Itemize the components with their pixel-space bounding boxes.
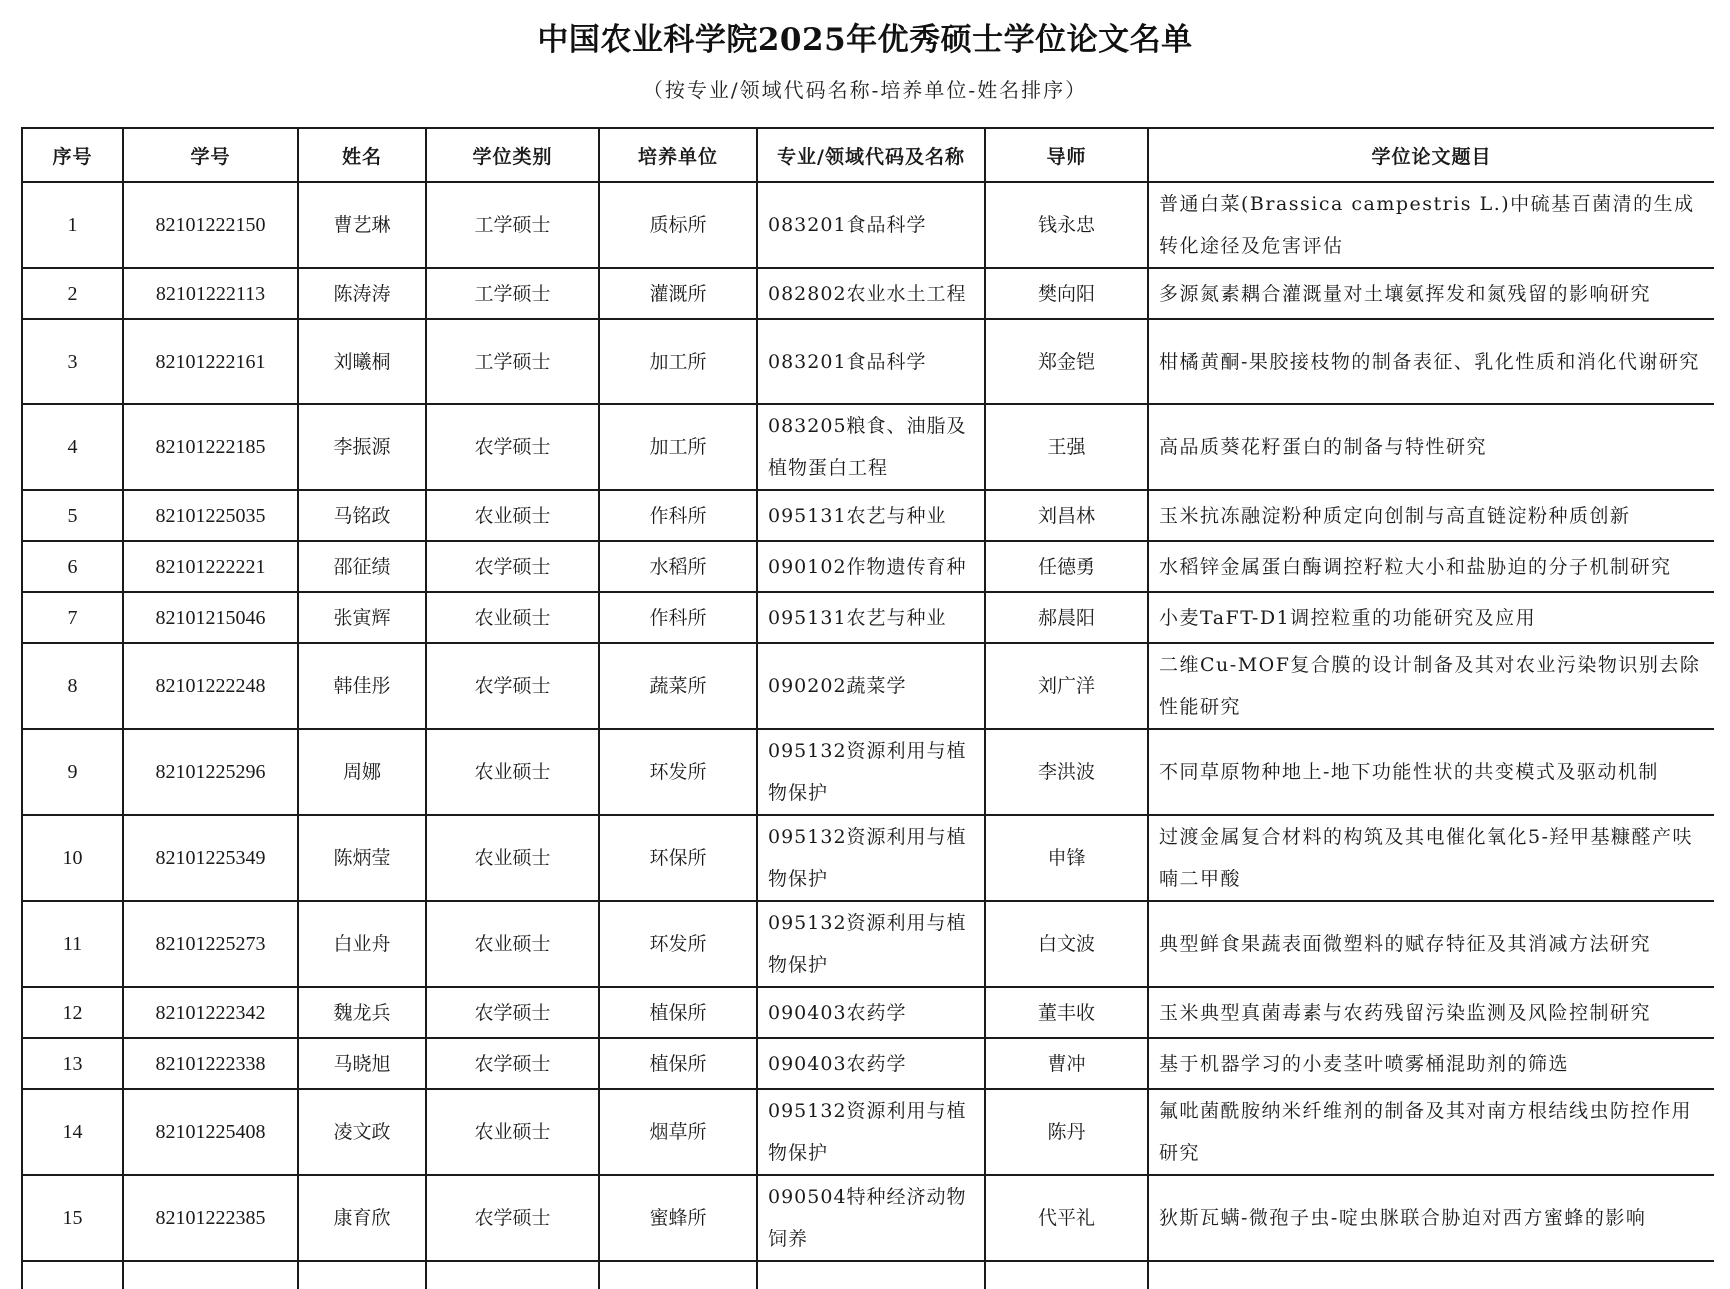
cell-student-id: 82101222342 xyxy=(123,987,298,1038)
cell-advisor: 郑金铠 xyxy=(985,319,1148,404)
column-header-seq: 序号 xyxy=(22,128,123,182)
cell-degree: 农业硕士 xyxy=(426,1089,599,1175)
cell-thesis-title: 多源氮素耦合灌溉量对土壤氨挥发和氮残留的影响研究 xyxy=(1148,268,1714,319)
cell-student-id: 82101225296 xyxy=(123,729,298,815)
cell-unit: 加工所 xyxy=(599,319,757,404)
cell-empty xyxy=(426,1261,599,1289)
cell-unit: 蔬菜所 xyxy=(599,643,757,729)
cell-empty xyxy=(123,1261,298,1289)
cell-unit: 植保所 xyxy=(599,987,757,1038)
cell-student-id: 82101222385 xyxy=(123,1175,298,1261)
cell-unit: 作科所 xyxy=(599,592,757,643)
cell-student-id: 82101222185 xyxy=(123,404,298,490)
cell-advisor: 代平礼 xyxy=(985,1175,1148,1261)
cell-advisor: 郝晨阳 xyxy=(985,592,1148,643)
cell-advisor: 樊向阳 xyxy=(985,268,1148,319)
cell-student-id: 82101225408 xyxy=(123,1089,298,1175)
cell-thesis-title: 普通白菜(Brassica campestris L.)中硫基百菌清的生成转化途径及危害评估 xyxy=(1148,182,1714,268)
table-row xyxy=(22,901,1714,987)
cell-empty xyxy=(599,1261,757,1289)
table-row xyxy=(22,319,1714,404)
cell-major: 090102作物遗传育种 xyxy=(757,541,985,592)
cell-unit: 环发所 xyxy=(599,729,757,815)
cell-unit: 灌溉所 xyxy=(599,268,757,319)
column-header-student-id: 学号 xyxy=(123,128,298,182)
cell-thesis-title: 小麦TaFT-D1调控粒重的功能研究及应用 xyxy=(1148,592,1714,643)
cell-unit: 烟草所 xyxy=(599,1089,757,1175)
cell-thesis-title: 狄斯瓦螨-微孢子虫-啶虫脒联合胁迫对西方蜜蜂的影响 xyxy=(1148,1175,1714,1261)
cell-major: 090504特种经济动物饲养 xyxy=(757,1175,985,1261)
cell-degree: 农业硕士 xyxy=(426,729,599,815)
cell-advisor: 白文波 xyxy=(985,901,1148,987)
cell-seq: 1 xyxy=(22,182,123,268)
cell-degree: 农学硕士 xyxy=(426,987,599,1038)
cell-thesis-title: 水稻锌金属蛋白酶调控籽粒大小和盐胁迫的分子机制研究 xyxy=(1148,541,1714,592)
table-row xyxy=(22,643,1714,729)
cell-seq: 13 xyxy=(22,1038,123,1089)
cell-major: 095131农艺与种业 xyxy=(757,490,985,541)
cell-student-id: 82101222221 xyxy=(123,541,298,592)
table-row xyxy=(22,1038,1714,1089)
cell-seq: 7 xyxy=(22,592,123,643)
cell-seq: 12 xyxy=(22,987,123,1038)
cell-thesis-title: 高品质葵花籽蛋白的制备与特性研究 xyxy=(1148,404,1714,490)
cell-name: 韩佳彤 xyxy=(298,643,426,729)
cell-name: 马铭政 xyxy=(298,490,426,541)
cell-advisor: 王强 xyxy=(985,404,1148,490)
cell-major: 090403农药学 xyxy=(757,987,985,1038)
cell-empty xyxy=(22,1261,123,1289)
cell-empty xyxy=(757,1261,985,1289)
cell-major: 083201食品科学 xyxy=(757,182,985,268)
cell-degree: 农业硕士 xyxy=(426,592,599,643)
cell-name: 陈涛涛 xyxy=(298,268,426,319)
cell-degree: 农业硕士 xyxy=(426,490,599,541)
cell-advisor: 陈丹 xyxy=(985,1089,1148,1175)
table-header-row xyxy=(22,128,1714,182)
column-header-name: 姓名 xyxy=(298,128,426,182)
cell-name: 曹艺琳 xyxy=(298,182,426,268)
cell-thesis-title: 柑橘黄酮-果胶接枝物的制备表征、乳化性质和消化代谢研究 xyxy=(1148,319,1714,404)
table-row xyxy=(22,490,1714,541)
cell-unit: 作科所 xyxy=(599,490,757,541)
table-row xyxy=(22,182,1714,268)
cell-degree: 农学硕士 xyxy=(426,643,599,729)
cell-student-id: 82101222161 xyxy=(123,319,298,404)
cell-major: 083205粮食、油脂及植物蛋白工程 xyxy=(757,404,985,490)
cell-advisor: 李洪波 xyxy=(985,729,1148,815)
table-row xyxy=(22,592,1714,643)
cell-unit: 环发所 xyxy=(599,901,757,987)
cell-seq: 5 xyxy=(22,490,123,541)
cell-student-id: 82101215046 xyxy=(123,592,298,643)
cell-seq: 3 xyxy=(22,319,123,404)
cell-advisor: 曹冲 xyxy=(985,1038,1148,1089)
cell-major: 082802农业水土工程 xyxy=(757,268,985,319)
cell-major: 095132资源利用与植物保护 xyxy=(757,729,985,815)
cell-degree: 农学硕士 xyxy=(426,1175,599,1261)
cell-thesis-title: 二维Cu-MOF复合膜的设计制备及其对农业污染物识别去除性能研究 xyxy=(1148,643,1714,729)
cell-thesis-title: 氟吡菌酰胺纳米纤维剂的制备及其对南方根结线虫防控作用研究 xyxy=(1148,1089,1714,1175)
page-subtitle: （按专业/领域代码名称-培养单位-姓名排序） xyxy=(642,78,1088,102)
cell-name: 陈炳莹 xyxy=(298,815,426,901)
cell-student-id: 82101222248 xyxy=(123,643,298,729)
cell-degree: 农学硕士 xyxy=(426,541,599,592)
cell-name: 李振源 xyxy=(298,404,426,490)
cell-student-id: 82101225349 xyxy=(123,815,298,901)
table-row-continuation xyxy=(22,1261,1714,1289)
cell-advisor: 刘昌林 xyxy=(985,490,1148,541)
cell-student-id: 82101222113 xyxy=(123,268,298,319)
cell-name: 马晓旭 xyxy=(298,1038,426,1089)
cell-major: 090202蔬菜学 xyxy=(757,643,985,729)
cell-unit: 水稻所 xyxy=(599,541,757,592)
cell-advisor: 董丰收 xyxy=(985,987,1148,1038)
cell-seq: 10 xyxy=(22,815,123,901)
cell-major: 095131农艺与种业 xyxy=(757,592,985,643)
cell-name: 邵征绩 xyxy=(298,541,426,592)
cell-unit: 加工所 xyxy=(599,404,757,490)
table-body xyxy=(22,182,1714,1289)
cell-name: 魏龙兵 xyxy=(298,987,426,1038)
cell-major: 083201食品科学 xyxy=(757,319,985,404)
thesis-table-container xyxy=(21,127,1714,1289)
table-row xyxy=(22,729,1714,815)
cell-unit: 环保所 xyxy=(599,815,757,901)
cell-empty xyxy=(985,1261,1148,1289)
cell-seq: 4 xyxy=(22,404,123,490)
cell-degree: 农业硕士 xyxy=(426,815,599,901)
table-row xyxy=(22,1175,1714,1261)
table-row xyxy=(22,987,1714,1038)
cell-thesis-title: 玉米典型真菌毒素与农药残留污染监测及风险控制研究 xyxy=(1148,987,1714,1038)
page-title: 中国农业科学院2025年优秀硕士学位论文名单 xyxy=(537,22,1193,58)
column-header-unit: 培养单位 xyxy=(599,128,757,182)
cell-advisor: 刘广洋 xyxy=(985,643,1148,729)
table-row xyxy=(22,1089,1714,1175)
cell-student-id: 82101225035 xyxy=(123,490,298,541)
cell-thesis-title: 过渡金属复合材料的构筑及其电催化氧化5-羟甲基糠醛产呋喃二甲酸 xyxy=(1148,815,1714,901)
cell-degree: 工学硕士 xyxy=(426,319,599,404)
column-header-advisor: 导师 xyxy=(985,128,1148,182)
cell-unit: 蜜蜂所 xyxy=(599,1175,757,1261)
cell-degree: 农学硕士 xyxy=(426,1038,599,1089)
cell-name: 白业舟 xyxy=(298,901,426,987)
cell-seq: 6 xyxy=(22,541,123,592)
cell-student-id: 82101225273 xyxy=(123,901,298,987)
cell-empty xyxy=(1148,1261,1714,1289)
cell-thesis-title: 基于机器学习的小麦茎叶喷雾桶混助剂的筛选 xyxy=(1148,1038,1714,1089)
cell-major: 095132资源利用与植物保护 xyxy=(757,1089,985,1175)
cell-advisor: 任德勇 xyxy=(985,541,1148,592)
table-row xyxy=(22,541,1714,592)
cell-seq: 15 xyxy=(22,1175,123,1261)
column-header-major: 专业/领域代码及名称 xyxy=(757,128,985,182)
cell-name: 周娜 xyxy=(298,729,426,815)
cell-name: 刘曦桐 xyxy=(298,319,426,404)
cell-advisor: 钱永忠 xyxy=(985,182,1148,268)
cell-unit: 植保所 xyxy=(599,1038,757,1089)
cell-major: 090403农药学 xyxy=(757,1038,985,1089)
cell-seq: 9 xyxy=(22,729,123,815)
cell-major: 095132资源利用与植物保护 xyxy=(757,901,985,987)
cell-thesis-title: 不同草原物种地上-地下功能性状的共变模式及驱动机制 xyxy=(1148,729,1714,815)
column-header-degree: 学位类别 xyxy=(426,128,599,182)
cell-seq: 11 xyxy=(22,901,123,987)
cell-degree: 农业硕士 xyxy=(426,901,599,987)
cell-name: 凌文政 xyxy=(298,1089,426,1175)
table-row xyxy=(22,404,1714,490)
cell-seq: 2 xyxy=(22,268,123,319)
cell-name: 康育欣 xyxy=(298,1175,426,1261)
cell-thesis-title: 典型鲜食果蔬表面微塑料的赋存特征及其消减方法研究 xyxy=(1148,901,1714,987)
table-row xyxy=(22,815,1714,901)
cell-major: 095132资源利用与植物保护 xyxy=(757,815,985,901)
cell-advisor: 申锋 xyxy=(985,815,1148,901)
cell-degree: 工学硕士 xyxy=(426,268,599,319)
cell-student-id: 82101222150 xyxy=(123,182,298,268)
thesis-table xyxy=(21,127,1714,1289)
cell-name: 张寅辉 xyxy=(298,592,426,643)
cell-student-id: 82101222338 xyxy=(123,1038,298,1089)
cell-unit: 质标所 xyxy=(599,182,757,268)
cell-thesis-title: 玉米抗冻融淀粉种质定向创制与高直链淀粉种质创新 xyxy=(1148,490,1714,541)
column-header-thesis-title: 学位论文题目 xyxy=(1148,128,1714,182)
cell-degree: 工学硕士 xyxy=(426,182,599,268)
table-row xyxy=(22,268,1714,319)
cell-degree: 农学硕士 xyxy=(426,404,599,490)
cell-empty xyxy=(298,1261,426,1289)
cell-seq: 14 xyxy=(22,1089,123,1175)
cell-seq: 8 xyxy=(22,643,123,729)
